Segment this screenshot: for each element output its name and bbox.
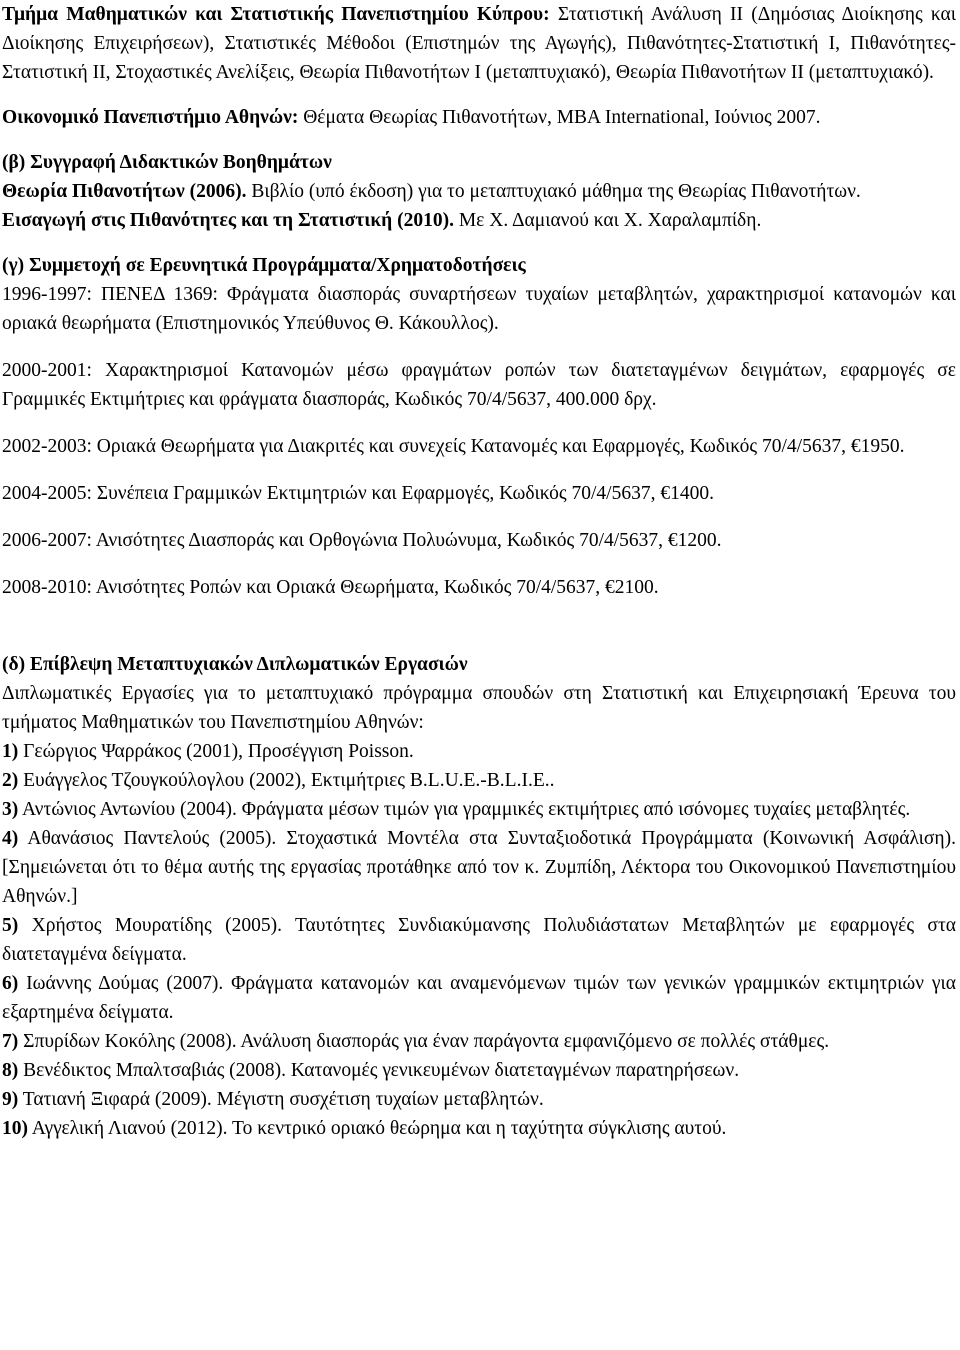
book-title: Εισαγωγή στις Πιθανότητες και τη Στατιστική (2010).	[2, 210, 454, 231]
institution-name: Οικονομικό Πανεπιστήμιο Αθηνών:	[2, 107, 299, 128]
thesis-item: 2) Ευάγγελος Τζουγκούλογλου (2002), Εκτιμήτριες B.L.U.E.-B.L.I.E..	[2, 770, 555, 791]
thesis-item: 4) Αθανάσιος Παντελούς (2005). Στοχαστικά Μοντέλα στα Συνταξιοδοτικά Προγράμματα (Κοινωνική Ασφάλιση). [Σημειώνεται ότι το θέμα αυτής της εργασίας προτάθηκε από τον κ. Ζυμπίδη, Λέκτορα του Οικονομικού Πανεπιστημίου Αθηνών.]	[2, 828, 956, 907]
teaching-entry-cyprus	[2, 0, 956, 87]
project-entry: 2002-2003: Οριακά Θεωρήματα για Διακριτές και συνεχείς Κατανομές και Εφαρμογές, Κωδικός 70/4/5637, €1950.	[2, 436, 905, 457]
book-description: Με Χ. Δαμιανού και Χ. Χαραλαμπίδη.	[453, 210, 762, 231]
book-description: Βιβλίο (υπό έκδοση) για το μεταπτυχιακό μάθημα της Θεωρίας Πιθανοτήτων.	[246, 181, 861, 202]
project-entry: 1996-1997: ΠΕΝΕΔ 1369: Φράγματα διασποράς συναρτήσεων τυχαίων μεταβλητών, χαρακτηρισμοί κατανομών και οριακά θεωρήματα (Επιστημονικός Υπεύθυνος Θ. Κάκουλλος).	[2, 284, 956, 334]
thesis-item: 8) Βενέδικτος Μπαλτσαβιάς (2008). Κατανομές γενικευμένων διατεταγμένων παρατηρήσεων.	[2, 1060, 740, 1081]
thesis-item: 10) Αγγελική Λιανού (2012). Το κεντρικό οριακό θεώρημα και η ταχύτητα σύγκλισης αυτού.	[2, 1118, 727, 1139]
project-entry: 2006-2007: Ανισότητες Διασποράς και Ορθογώνια Πολυώνυμα, Κωδικός 70/4/5637, €1200.	[2, 530, 722, 551]
course-list: Θέματα Θεωρίας Πιθανοτήτων, MBA International, Ιούνιος 2007.	[298, 107, 821, 128]
institution-name: Τμήμα Μαθηματικών και Στατιστικής Πανεπιστημίου Κύπρου:	[2, 4, 550, 25]
thesis-item: 6) Ιωάννης Δούμας (2007). Φράγματα κατανομών και αναμενόμενων τιμών των γενικών γραμμικών εκτιμητριών για εξαρτημένα δείγματα.	[2, 973, 956, 1023]
project-entry: 2000-2001: Χαρακτηρισμοί Κατανομών μέσω φραγμάτων ροπών των διατεταγμένων δειγμάτων, εφαρμογές σε Γραμμικές Εκτιμήτριες και φράγματα διασποράς, Κωδικός 70/4/5637, 400.000 δρχ.	[2, 360, 956, 410]
project-entry: 2008-2010: Ανισότητες Ροπών και Οριακά Θεωρήματα, Κωδικός 70/4/5637, €2100.	[2, 577, 659, 598]
thesis-intro: Διπλωματικές Εργασίες για το μεταπτυχιακό πρόγραμμα σπουδών στη Στατιστική και Επιχειρησιακή Έρευνα του τμήματος Μαθηματικών του Πανεπιστημίου Αθηνών:	[2, 683, 956, 733]
section-heading: (β) Συγγραφή Διδακτικών Βοηθημάτων	[2, 152, 332, 173]
section-heading: (γ) Συμμετοχή σε Ερευνητικά Προγράμματα/Χρηματοδοτήσεις	[2, 255, 526, 276]
thesis-item: 9) Τατιανή Ξιφαρά (2009). Μέγιστη συσχέτιση τυχαίων μεταβλητών.	[2, 1089, 544, 1110]
section-heading: (δ) Επίβλεψη Μεταπτυχιακών Διπλωματικών Εργασιών	[2, 654, 468, 675]
thesis-item: 5) Χρήστος Μουρατίδης (2005). Ταυτότητες Συνδιακύμανσης Πολυδιάστατων Μεταβλητών με εφαρμογές στα διατεταγμένα δείγματα.	[2, 915, 956, 965]
teaching-entry-athens	[2, 103, 956, 132]
thesis-item: 7) Σπυρίδων Κοκόλης (2008). Ανάλυση διασποράς για έναν παράγοντα εμφανιζόμενο σε πολλές στάθμες.	[2, 1031, 830, 1052]
course-list: Στατιστική Ανάλυση ΙΙ (Δημόσιας Διοίκησης και Διοίκησης Επιχειρήσεων), Στατιστικές Μέθοδοι (Επιστημών της Αγωγής), Πιθανότητες-Στατιστική Ι, Πιθανότητες-Στατιστική ΙΙ, Στοχαστικές Ανελίξεις, Θεωρία Πιθανοτήτων Ι (μεταπτυχιακό), Θεωρία Πιθανοτήτων ΙΙ (μεταπτυχιακό).	[2, 4, 956, 83]
thesis-item: 3) Αντώνιος Αντωνίου (2004). Φράγματα μέσων τιμών για γραμμικές εκτιμήτριες από ισόνομες τυχαίες μεταβλητές.	[2, 799, 911, 820]
thesis-item: 1) Γεώργιος Ψαρράκος (2001), Προσέγγιση Poisson.	[2, 741, 414, 762]
book-entry	[2, 206, 956, 235]
project-entry: 2004-2005: Συνέπεια Γραμμικών Εκτιμητριών και Εφαρμογές, Κωδικός 70/4/5637, €1400.	[2, 483, 714, 504]
book-entry	[2, 177, 956, 206]
book-title: Θεωρία Πιθανοτήτων (2006).	[2, 181, 247, 202]
